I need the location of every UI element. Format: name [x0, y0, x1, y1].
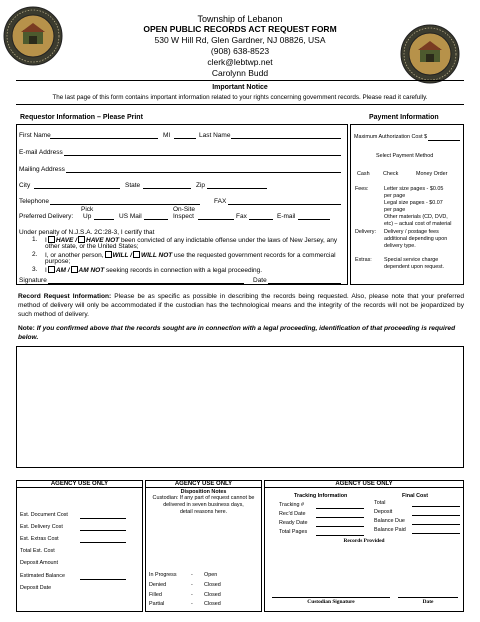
telephone-field[interactable]	[50, 204, 200, 205]
email-field[interactable]	[64, 155, 341, 156]
agency-heading-2: AGENCY USE ONLY	[145, 480, 262, 488]
date-label: Date	[253, 277, 267, 284]
agency-cost-field[interactable]	[80, 542, 126, 543]
custodian-name: Carolynn Budd	[211, 68, 269, 78]
agency-box-costs	[16, 480, 143, 612]
requestor-heading: Requestor Information – Please Print	[20, 114, 143, 121]
agency-cost-label: Total Est. Cost	[20, 548, 55, 554]
record-request-info: Record Request Information: Please be as specific as possible in describing the records being requested. Also, please note that your preferred method of delivery will only be accommodated if the custodian has the technological means and the integrity of the records will not be jeopardized by such method of delivery.	[18, 293, 464, 318]
custodian-signature-label: Custodian Signature	[307, 599, 355, 605]
item3-line: I AM / AM NOT seeking records in connection with a legal proceeding.	[45, 267, 263, 274]
delivery-fee-2: additional depending upon	[384, 236, 448, 242]
payment-cash[interactable]: Cash	[357, 171, 370, 177]
disposition-status-left: In Progress	[149, 572, 177, 578]
extras-label: Extras:	[355, 257, 372, 263]
delivery-label: Delivery:	[355, 229, 376, 235]
agency-cost-label: Est. Delivery Cost	[20, 524, 63, 530]
mailing-label: Mailing Address	[19, 166, 65, 173]
have-checkbox[interactable]	[48, 236, 55, 243]
date-field[interactable]	[268, 283, 341, 284]
agency-cost-label: Deposit Amount	[20, 560, 59, 566]
fee-letter: Letter size pages - $0.05	[384, 186, 444, 192]
agency-cost-field[interactable]	[80, 530, 126, 531]
disposition-status-dash: -	[191, 601, 193, 607]
agency-cost-label: Est. Extras Cost	[20, 536, 59, 542]
last-name-field[interactable]	[231, 138, 341, 139]
zip-field[interactable]	[207, 188, 267, 189]
agency-box-tracking	[264, 480, 464, 612]
extras-2: dependent upon request.	[384, 264, 444, 270]
agency-cost-label: Deposit Date	[20, 585, 52, 591]
item2-line: I, or another person, WILL / WILL NOT use the requested government records for a commercial	[45, 252, 336, 259]
tracking-label: Rec'd Date	[279, 511, 306, 517]
item1-line2: other state, or the United States;	[45, 243, 139, 250]
item1-line: I HAVE / HAVE NOT been convicted of any indictable offense under the laws of New Jersey, any	[45, 237, 338, 244]
first-name-label: First Name	[19, 132, 51, 139]
delivery-fax-field[interactable]	[249, 219, 273, 220]
delivery-email-field[interactable]	[298, 219, 330, 220]
first-name-field[interactable]	[50, 138, 158, 139]
payment-heading: Payment Information	[369, 114, 439, 121]
email-label: E-mail Address	[19, 149, 63, 156]
extras-1: Special service charge	[384, 257, 439, 263]
final-cost-label: Total	[374, 500, 386, 506]
will-checkbox[interactable]	[105, 251, 112, 258]
onsite-label: On-Site	[173, 206, 196, 213]
delivery-fax-label: Fax	[236, 213, 247, 220]
max-cost-label: Maximum Authorization Cost $	[354, 134, 428, 140]
delivery-inspect-field[interactable]	[198, 219, 234, 220]
custodian-date-field[interactable]	[398, 597, 458, 598]
township-name: Township of Lebanon	[197, 14, 283, 24]
tracking-field[interactable]	[316, 535, 364, 536]
disposition-status-right: Closed	[204, 582, 221, 588]
signature-field[interactable]	[48, 283, 244, 284]
item1-number: 1.	[32, 236, 38, 243]
disposition-status-right: Closed	[204, 592, 221, 598]
records-provided-label: Records Provided	[343, 538, 385, 544]
telephone-label: Telephone	[19, 198, 49, 205]
max-cost-field[interactable]	[428, 140, 460, 141]
final-cost-field[interactable]	[412, 506, 460, 507]
am-checkbox[interactable]	[48, 266, 55, 273]
final-cost-label: Balance Paid	[374, 527, 406, 533]
delivery-up-label: Up	[83, 213, 92, 220]
mi-field[interactable]	[174, 138, 196, 139]
item3-number: 3.	[32, 266, 38, 273]
fees-label: Fees:	[355, 186, 369, 192]
agency-heading-3: AGENCY USE ONLY	[264, 480, 464, 488]
disposition-status-left: Partial	[149, 601, 165, 607]
final-cost-title: Final Cost	[402, 493, 429, 499]
tracking-label: Ready Date	[279, 520, 308, 526]
state-label: State	[125, 182, 141, 189]
payment-check[interactable]: Check	[383, 171, 399, 177]
township-phone: (908) 638-8523	[210, 46, 270, 56]
disposition-text-1: Custodian: If any part of request cannot be	[152, 495, 255, 501]
city-field[interactable]	[34, 188, 120, 189]
delivery-inspect-label: Inspect	[173, 213, 194, 220]
will-not-checkbox[interactable]	[133, 251, 140, 258]
disposition-status-dash: -	[191, 572, 193, 578]
am-not-checkbox[interactable]	[71, 266, 78, 273]
agency-cost-label: Est. Document Cost	[20, 512, 68, 518]
agency-heading-1: AGENCY USE ONLY	[16, 480, 143, 488]
pick-label: Pick	[81, 206, 94, 213]
mi-label: MI	[163, 132, 171, 139]
have-not-checkbox[interactable]	[78, 236, 85, 243]
state-field[interactable]	[143, 188, 191, 189]
delivery-pickup-field[interactable]	[94, 219, 114, 220]
mailing-field[interactable]	[66, 172, 341, 173]
delivery-fee-3: delivery type.	[384, 243, 416, 249]
tracking-title: Tracking Information	[294, 493, 348, 499]
disposition-status-right: Closed	[204, 601, 221, 607]
township-address: 530 W Hill Rd, Glen Gardner, NJ 08826, USA	[154, 35, 326, 45]
tracking-field[interactable]	[316, 517, 364, 518]
last-name-label: Last Name	[199, 132, 231, 139]
item2-number: 2.	[32, 251, 38, 258]
fee-letter-unit: per page	[384, 193, 406, 199]
custodian-signature-field[interactable]	[272, 597, 390, 598]
fee-legal: Legal size pages - $0.07	[384, 200, 443, 206]
item2-line2: purpose;	[45, 258, 71, 265]
disposition-text-2: delivered in seven business days,	[163, 502, 244, 508]
delivery-usmail-label: US Mail	[119, 213, 142, 220]
disposition-title: Disposition Notes	[180, 489, 227, 495]
final-cost-field[interactable]	[412, 524, 460, 525]
notice-text: The last page of this form contains important information related to your rights concerning government records. Please read it carefully.	[52, 94, 428, 101]
delivery-usmail-field[interactable]	[144, 219, 168, 220]
agency-cost-label: Estimated Balance	[20, 573, 65, 579]
city-label: City	[19, 182, 31, 189]
agency-cost-field[interactable]	[80, 518, 126, 519]
disposition-status-dash: -	[191, 592, 193, 598]
tracking-label: Total Pages	[279, 529, 308, 535]
notice-title: Important Notice	[212, 84, 268, 91]
disposition-status-left: Filled	[149, 592, 162, 598]
zip-label: Zip	[196, 182, 206, 189]
form-title: OPEN PUBLIC RECORDS ACT REQUEST FORM	[143, 24, 337, 34]
final-cost-label: Deposit	[374, 509, 393, 515]
final-cost-field[interactable]	[412, 533, 460, 534]
fee-legal-unit: per page	[384, 207, 406, 213]
disposition-status-left: Denied	[149, 582, 167, 588]
fee-other-cont: etc) – actual cost of material	[384, 221, 452, 227]
final-cost-label: Balance Due	[374, 518, 405, 524]
payment-money-order[interactable]: Money Order	[416, 171, 448, 177]
record-request-textarea[interactable]	[16, 346, 464, 468]
disposition-text-3: detail reasons here.	[179, 509, 228, 515]
tracking-label: Tracking #	[279, 502, 304, 508]
delivery-fee-1: Delivery / postage fees	[384, 229, 439, 235]
final-cost-field[interactable]	[412, 515, 460, 516]
fee-other: Other materials (CD, DVD,	[384, 214, 448, 220]
disposition-status-dash: -	[191, 582, 193, 588]
tracking-field[interactable]	[316, 526, 364, 527]
penalty-text: Under penalty of N.J.S.A. 2C:28-3, I certify that	[19, 229, 155, 236]
select-payment-label: Select Payment Method	[376, 153, 434, 159]
signature-label: Signature	[19, 277, 47, 284]
township-email: clerk@lebtwp.net	[207, 57, 273, 67]
tracking-field[interactable]	[316, 508, 364, 509]
legal-note: Note: If you confirmed above that the records sought are in connection with a legal proceeding, identification of that proceeding is required below.	[18, 325, 456, 341]
agency-cost-field[interactable]	[80, 579, 126, 580]
disposition-status-right: Open	[204, 572, 218, 578]
custodian-date-label: Date	[422, 599, 434, 605]
fax-field[interactable]	[228, 204, 341, 205]
preferred-delivery-label: Preferred Delivery:	[19, 213, 74, 220]
fax-label: FAX	[214, 198, 227, 205]
delivery-email-label: E-mail	[277, 213, 296, 220]
